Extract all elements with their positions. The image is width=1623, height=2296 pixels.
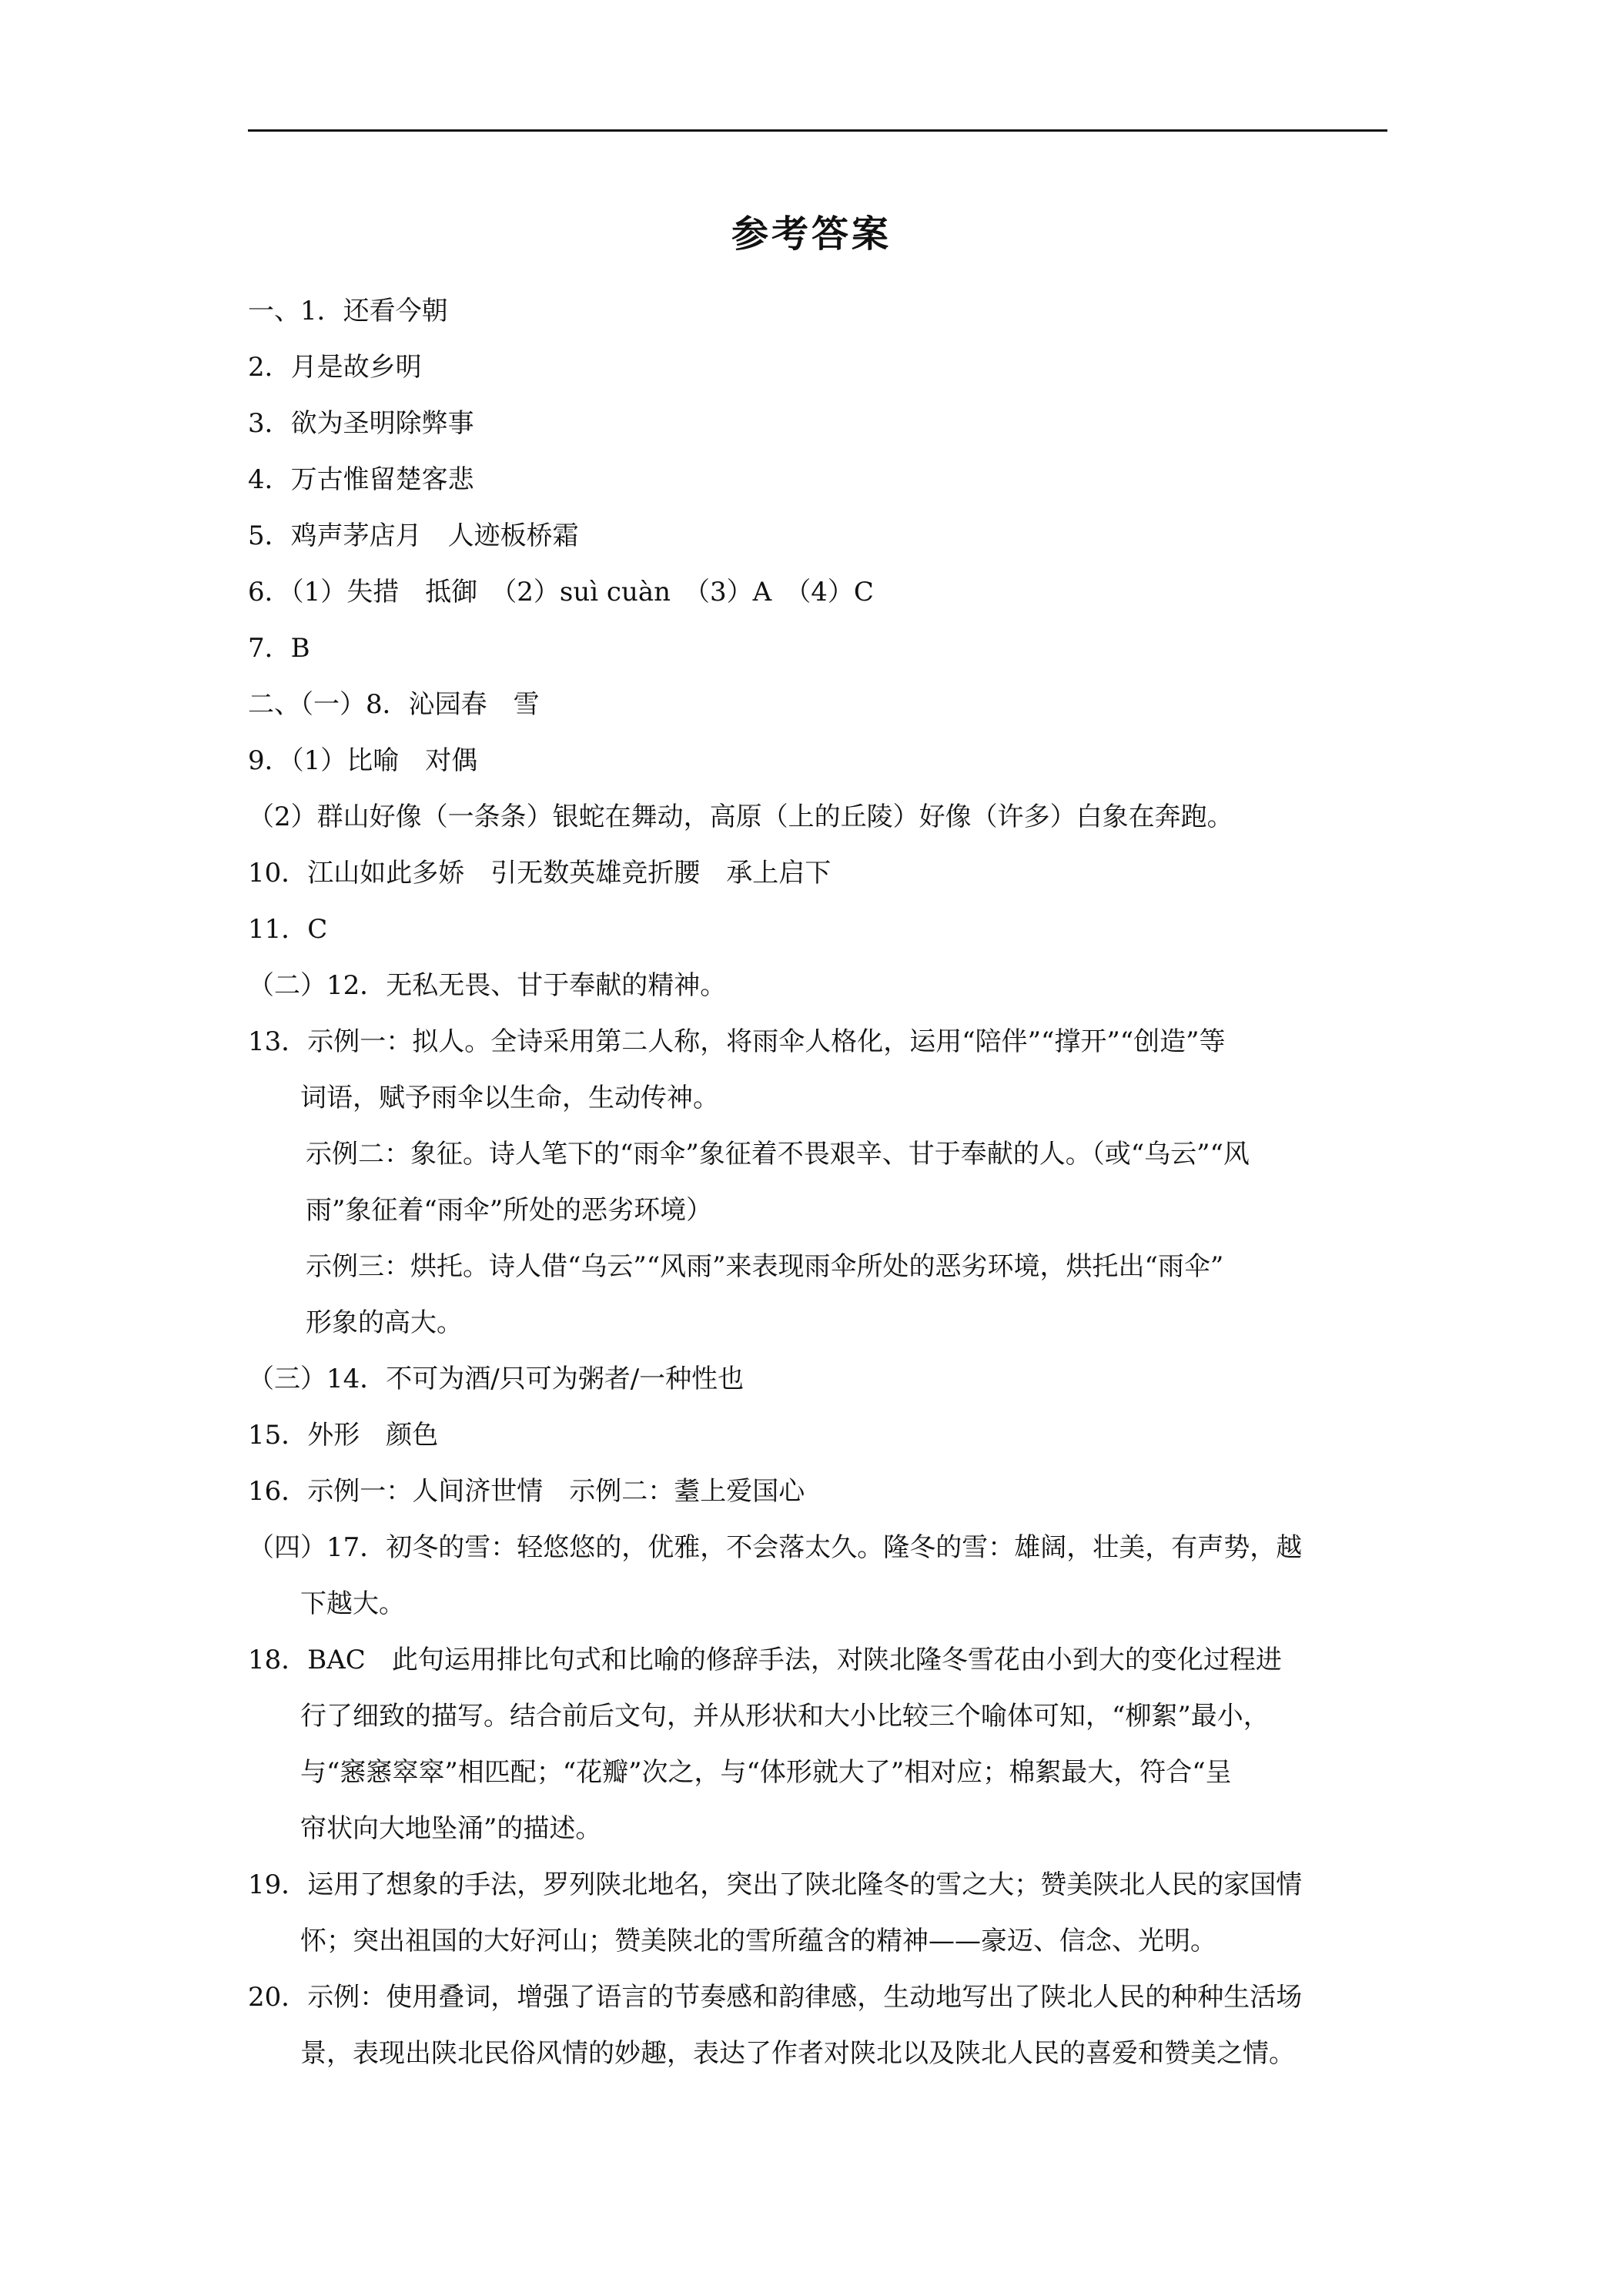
answer-line: 15．外形 颜色	[248, 1420, 439, 1451]
page-title: 参考答案	[731, 213, 892, 256]
answer-line: 13．示例一：拟人。全诗采用第二人称，将雨伞人格化，运用“陪伴”“撑开”“创造”等	[248, 1026, 1226, 1057]
answer-line: 示例三：烘托。诗人借“乌云”“风雨”来表现雨伞所处的恶劣环境，烘托出“雨伞”	[306, 1251, 1224, 1282]
answer-line: 怀；突出祖国的大好河山；赞美陕北的雪所蕴含的精神——豪迈、信念、光明。	[300, 1926, 1216, 1956]
answer-line: 6．（1）失措 抵御 （2）suì cuàn （3）A （4）C	[248, 577, 874, 607]
answer-line: 下越大。	[300, 1588, 405, 1619]
answer-line: 二、（一）8．沁园春 雪	[248, 689, 540, 720]
answer-line: 形象的高大。	[306, 1307, 463, 1338]
answer-line: 18．BAC 此句运用排比句式和比喻的修辞手法，对陕北隆冬雪花由小到大的变化过程进	[248, 1645, 1282, 1675]
answer-line: 雨”象征着“雨伞”所处的恶劣环境）	[306, 1195, 713, 1226]
answer-line: 10．江山如此多娇 引无数英雄竞折腰 承上启下	[248, 858, 832, 889]
answer-line: （三）14．不可为酒/只可为粥者/一种性也	[248, 1364, 745, 1394]
answer-line: （四）17．初冬的雪：轻悠悠的，优雅，不会落太久。隆冬的雪：雄阔，壮美，有声势，越	[248, 1532, 1303, 1563]
answer-line: 4．万古惟留楚客悲	[248, 464, 474, 495]
answer-line: 行了细致的描写。结合前后文句，并从形状和大小比较三个喻体可知，“柳絮”最小，	[300, 1701, 1270, 1732]
answer-line: （2）群山好像（一条条）银蛇在舞动，高原（上的丘陵）好像（许多）白象在奔跑。	[248, 802, 1233, 832]
answer-line: 一、1．还看今朝	[248, 296, 448, 326]
answer-line: 19．运用了想象的手法，罗列陕北地名，突出了陕北隆冬的雪之大；赞美陕北人民的家国情	[248, 1869, 1303, 1900]
answer-list	[248, 283, 1387, 2082]
answer-line: （二）12．无私无畏、甘于奉献的精神。	[248, 970, 727, 1001]
answer-line: 示例二：象征。诗人笔下的“雨伞”象征着不畏艰辛、甘于奉献的人。（或“乌云”“风	[306, 1139, 1250, 1170]
answer-line: 3．欲为圣明除弊事	[248, 408, 474, 439]
answer-line: 帘状向大地坠涌”的描述。	[300, 1813, 602, 1844]
answer-line: 11．C	[248, 914, 328, 945]
answer-line: 20．示例：使用叠词，增强了语言的节奏感和韵律感，生动地写出了陕北人民的种种生活场	[248, 1982, 1303, 2013]
answer-line: 景，表现出陕北民俗风情的妙趣，表达了作者对陕北以及陕北人民的喜爱和赞美之情。	[300, 2038, 1295, 2069]
answer-line: 与“窸窸窣窣”相匹配；“花瓣”次之，与“体形就大了”相对应；棉絮最大，符合“呈	[300, 1757, 1232, 1788]
answer-line: 2．月是故乡明	[248, 352, 422, 383]
answer-line: 16．示例一：人间济世情 示例二：耋上爱国心	[248, 1476, 805, 1507]
answer-line: 9．（1）比喻 对偶	[248, 745, 478, 776]
answer-line: 词语，赋予雨伞以生命，生动传神。	[300, 1083, 719, 1113]
header-rule	[248, 129, 1387, 132]
answer-line: 7．B	[248, 633, 310, 664]
answer-line: 5．鸡声茅店月 人迹板桥霜	[248, 520, 579, 551]
